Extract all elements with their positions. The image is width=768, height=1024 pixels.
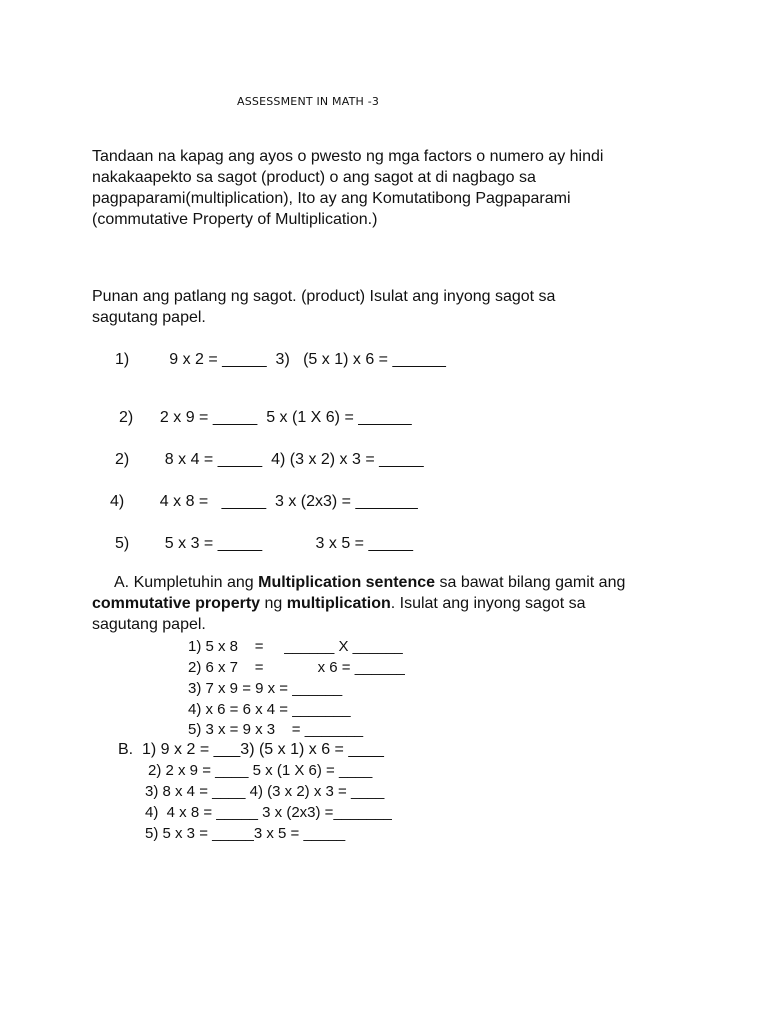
part-a-line-2 — [92, 593, 702, 614]
part-a-bold: multiplication — [286, 595, 391, 612]
intro-paragraph — [92, 146, 692, 230]
part-a-item: 2) 6 x 7 = x 6 = ______ — [188, 659, 405, 676]
intro-line: nakakaapekto sa sagot (product) o ang sagot at di nagbago sa — [92, 169, 536, 186]
part-b-item: 5) 5 x 3 = _____3 x 5 = _____ — [145, 825, 346, 842]
exercise-row: 5) 5 x 3 = _____ 3 x 5 = _____ — [115, 535, 413, 552]
part-b-item: 2) 2 x 9 = ____ 5 x (1 X 6) = ____ — [148, 762, 373, 779]
exercise-row: 1) 9 x 2 = _____ 3) (5 x 1) x 6 = ______ — [115, 351, 446, 368]
instruction-line: sagutang papel. — [92, 309, 206, 326]
exercise-row: 2) 8 x 4 = _____ 4) (3 x 2) x 3 = _____ — [115, 451, 424, 468]
part-a-label: A. — [114, 574, 130, 591]
part-a-text: Kumpletuhin ang — [133, 574, 259, 591]
part-b-item: 3) 8 x 4 = ____ 4) (3 x 2) x 3 = ____ — [145, 783, 385, 800]
part-a-text: sa bawat bilang gamit ang — [435, 574, 626, 591]
intro-line: pagpaparami(multiplication), Ito ay ang Komutatibong Pagpaparami — [92, 190, 571, 207]
part-a-instructions — [92, 572, 702, 635]
part-a-item: 3) 7 x 9 = 9 x = ______ — [188, 680, 343, 697]
part-a-bold: commutative property — [92, 595, 261, 612]
part-b-item: B. 1) 9 x 2 = ___3) (5 x 1) x 6 = ____ — [118, 741, 384, 758]
exercise-row: 4) 4 x 8 = _____ 3 x (2x3) = _______ — [110, 493, 418, 510]
part-b-item: 4) 4 x 8 = _____ 3 x (2x3) =_______ — [145, 804, 392, 821]
part-a-text: . Isulat ang inyong sagot sa — [390, 595, 586, 612]
part-a-line-3: sagutang papel. — [92, 616, 206, 633]
exercise-row: 2) 2 x 9 = _____ 5 x (1 X 6) = ______ — [119, 409, 412, 426]
instruction-line: Punan ang patlang ng sagot. (product) Isulat ang inyong sagot sa — [92, 288, 556, 305]
intro-line: Tandaan na kapag ang ayos o pwesto ng mga factors o numero ay hindi — [92, 148, 604, 165]
part-a-text: ng — [260, 595, 287, 612]
part-a-item: 5) 3 x = 9 x 3 = _______ — [188, 721, 364, 738]
part-a-line-1 — [92, 572, 702, 593]
part-a-item: 1) 5 x 8 = ______ X ______ — [188, 638, 403, 655]
intro-line: (commutative Property of Multiplication.) — [92, 211, 378, 228]
instruction-paragraph — [92, 286, 692, 328]
part-a-bold: Multiplication sentence — [258, 574, 436, 591]
page-title: ASSESSMENT IN MATH -3 — [237, 95, 380, 108]
part-a-item: 4) x 6 = 6 x 4 = _______ — [188, 701, 351, 718]
